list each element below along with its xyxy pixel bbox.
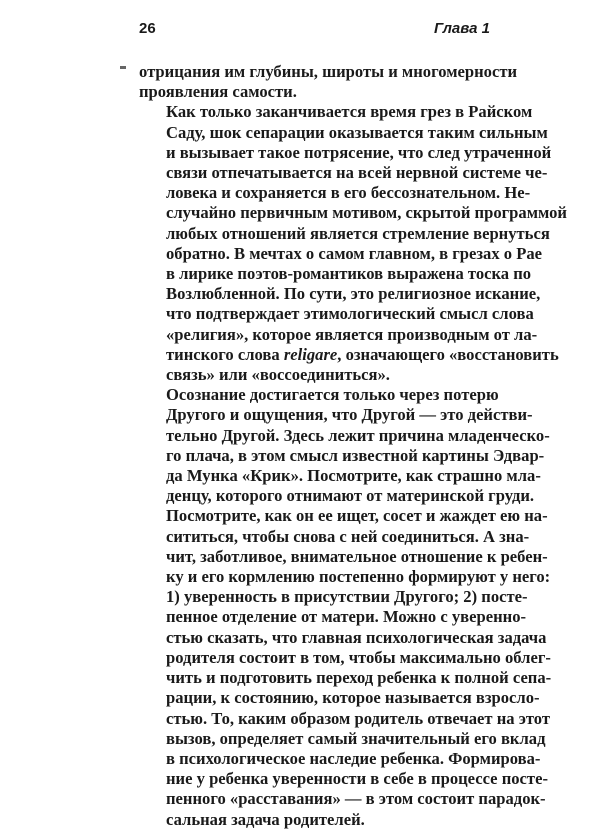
text-segment: тинского слова bbox=[166, 344, 284, 364]
text-line: проявления самости. bbox=[139, 82, 297, 102]
page-number: 26 bbox=[139, 20, 156, 37]
text-line: и вызывает такое потрясение, что след утраченной bbox=[166, 142, 552, 162]
text-line: ку и его кормлению постепенно формируют у него: bbox=[166, 567, 551, 587]
text-line: Саду, шок сепарации оказывается таким сильным bbox=[166, 122, 548, 142]
text-line: ние у ребенка уверенности в себе в процессе посте- bbox=[166, 769, 548, 789]
text-line: связи отпечатывается на всей нервной системе че- bbox=[166, 163, 548, 183]
text-line: чить и подготовить переход ребенка к полной сепа- bbox=[166, 668, 552, 688]
text-line: стью сказать, что главная психологическая задача bbox=[166, 627, 547, 647]
text-line: 1) уверенность в присутствии Другого; 2) посте- bbox=[166, 587, 528, 607]
text-line: любых отношений является стремление вернуться bbox=[166, 223, 550, 243]
text-line: Осознание достигается только через потерю bbox=[166, 385, 499, 405]
text-line: связь» или «воссоединиться». bbox=[166, 365, 390, 385]
text-line: обратно. В мечтах о самом главном, в грезах о Рае bbox=[166, 243, 543, 263]
text-line: родителя состоит в том, чтобы максимально облег- bbox=[166, 647, 551, 667]
text-line: денцу, которого отнимают от материнской груди. bbox=[166, 486, 535, 506]
text-line: рации, к состоянию, которое называется взросло- bbox=[166, 688, 540, 708]
text-line: Как только заканчивается время грез в Райском bbox=[166, 102, 533, 122]
text-line: ловека и сохраняется в его бессознательном. Не- bbox=[166, 183, 531, 203]
text-line: пенного «расставания» — в этом состоит парадок- bbox=[166, 789, 546, 809]
text-line: пенное отделение от матери. Можно с уверенно- bbox=[166, 607, 527, 627]
text-line: да Мунка «Крик». Посмотрите, как страшно мла- bbox=[166, 466, 541, 486]
text-line: в лирике поэтов-романтиков выражена тоска по bbox=[166, 264, 532, 284]
text-line: что подтверждает этимологический смысл слова bbox=[166, 304, 534, 324]
text-line: Посмотрите, как он ее ищет, сосет и жаждет ею на- bbox=[166, 506, 548, 526]
text-line: в психологическое наследие ребенка. Формирова- bbox=[166, 748, 541, 768]
text-line: Другого и ощущения, что Другой — это действи- bbox=[166, 405, 533, 425]
paragraph-2 bbox=[139, 102, 567, 385]
text-line: отрицания им глубины, широты и многомерности bbox=[139, 62, 518, 81]
paragraph-3 bbox=[139, 385, 552, 829]
text-line: тельно Другой. Здесь лежит причина младенческо- bbox=[166, 425, 550, 445]
body-text bbox=[139, 62, 567, 830]
text-line: вызов, определяет самый значительный его вклад bbox=[166, 728, 546, 748]
text-segment: , означающего «восстановить bbox=[337, 344, 559, 364]
text-line: «религия», которое является производным от ла- bbox=[166, 324, 538, 344]
text-line: го плача, в этом смысл известной картины Эдвар- bbox=[166, 445, 545, 465]
text-line: случайно первичным мотивом, скрытой программой bbox=[166, 203, 567, 223]
paragraph-1 bbox=[139, 62, 518, 102]
text-line: стью. То, каким образом родитель отвечает на этот bbox=[166, 708, 551, 728]
italic-term: religare bbox=[283, 344, 338, 364]
text-line-with-italic bbox=[139, 344, 559, 365]
text-line: Возлюбленной. По сути, это религиозное искание, bbox=[166, 284, 541, 304]
chapter-title: Глава 1 bbox=[433, 20, 490, 37]
text-line: сититься, чтобы снова с ней соединиться. А зна- bbox=[166, 526, 530, 546]
running-header bbox=[139, 18, 490, 40]
margin-mark bbox=[120, 66, 126, 69]
text-line: сальная задача родителей. bbox=[166, 809, 365, 829]
text-line: чит, заботливое, внимательное отношение к ребен- bbox=[166, 546, 548, 566]
